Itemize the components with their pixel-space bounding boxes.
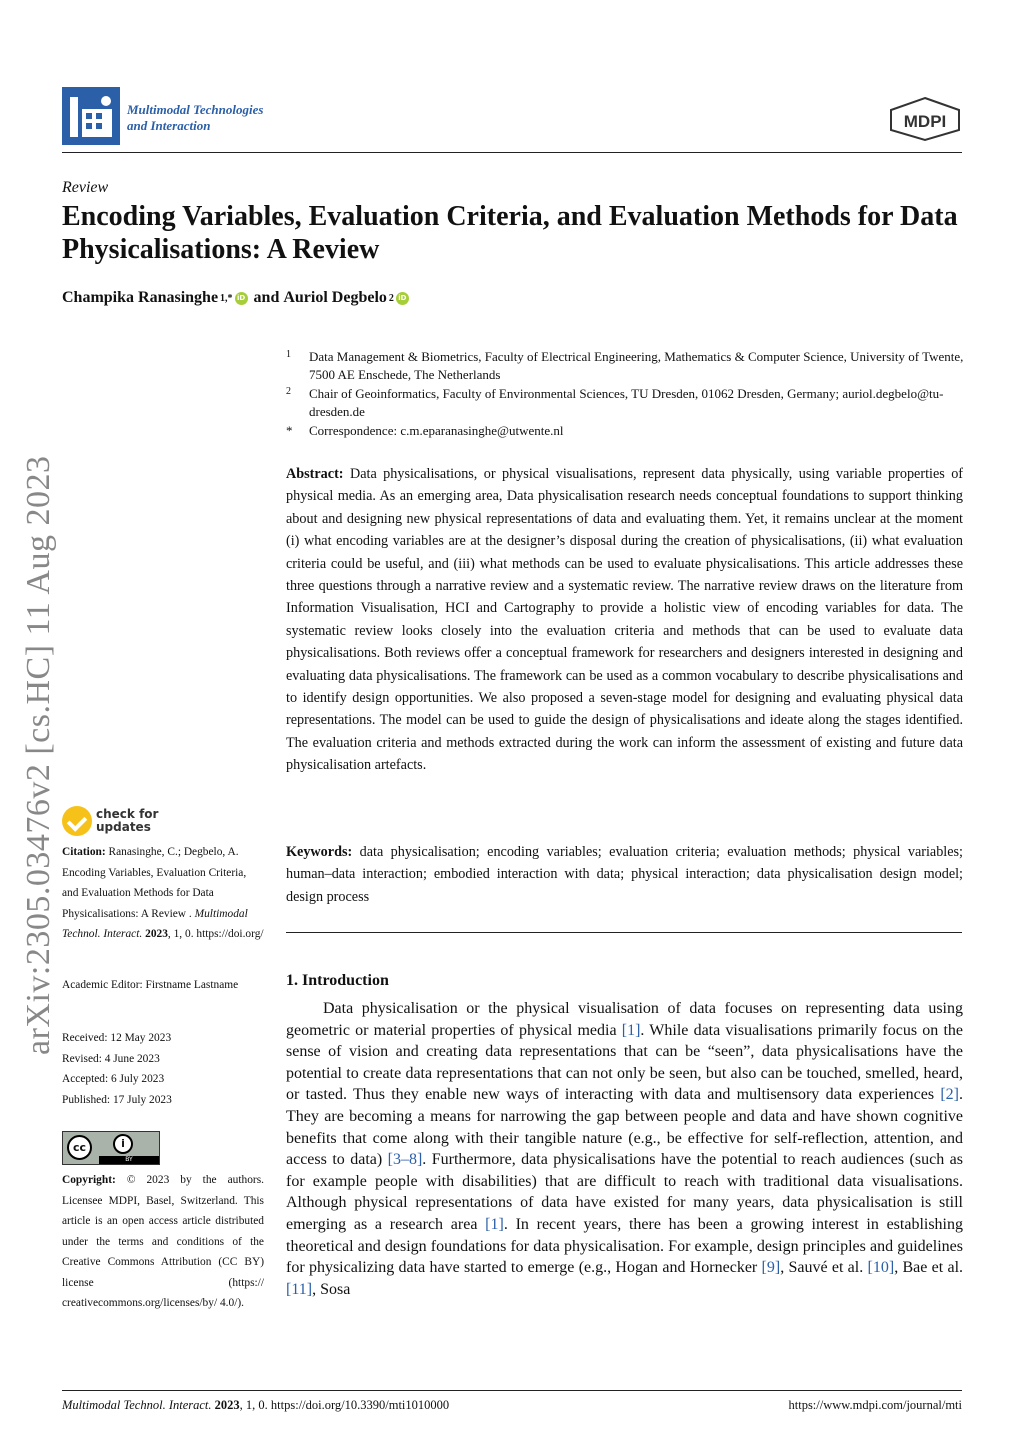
author-conj: and <box>253 289 280 306</box>
citation-link[interactable]: [1] <box>621 1021 641 1039</box>
journal-name-line2: and Interaction <box>127 118 211 133</box>
abstract-text: Data physicalisations, or physical visualisations, represent data physically, using variable properties of physical media. As an emerging area, Data physicalisation research needs conceptual foundations to support thinking about and designing new physical representations of data and evaluating them. Yet, it remains unclear at the moment (i) what encoding variables are at the designer’s disposal during the creation of physicalisations, (ii) what evaluation criteria could be useful, and (iii) what methods can be used to evaluate physicalisations. This article addresses these three questions through a narrative review and a systematic review. The narrative review draws on the literature from Information Visualisation, HCI and Cartography to provide a holistic view of encoding variables for data. The systematic review looks closely into the evaluation criteria and methods that can be used to evaluate data physicalisations. Both reviews offer a conceptual framework for researchers and designers interested in designing and evaluating data physicalisations. The framework can be used as a common vocabulary to describe physicalisations and to identify design opportunities. We also proposed a seven-stage model for designing and evaluating physical data representations. The model can be used to guide the design of physicalisations and ideate along the stages identified. The evaluation criteria and methods extracted during the work can inform the assessment of existing and future data physicalisation artefacts. <box>286 466 964 774</box>
section-rule <box>286 932 962 933</box>
affiliation-mark: 2 <box>286 386 291 397</box>
published-date: Published: 17 July 2023 <box>62 1094 172 1106</box>
journal-logo <box>62 87 120 145</box>
abstract <box>286 463 963 777</box>
copyright-text: © 2023 by the authors. Licensee MDPI, Basel, Switzerland. This article is an open access article distributed under the terms and conditions of the Creative Commons Attribution (CC BY) license (https:// creativecommons.org/licenses/by/ 4.0/). <box>62 1174 264 1309</box>
attribution-icon: i <box>113 1134 133 1154</box>
citation-text: Ranasinghe, C.; Degbelo, A. Encoding Variables, Evaluation Criteria, and Evaluation Methods for Data Physicalisations: A Review . <box>62 846 247 920</box>
footer-rule <box>62 1390 962 1391</box>
abstract-label: Abstract: <box>286 466 344 482</box>
intro-text: . In recent years, there has been a growing interest in establishing theoretical and design foundations for data physicalisation. For example, design principles and guidelines for physicalizing data have started to emerge (e.g., Hogan and Hornecker <box>286 1215 964 1277</box>
copyright-block <box>62 1170 264 1314</box>
journal-name-line1: Multimodal Technologies <box>127 102 264 117</box>
citation-block <box>62 842 264 945</box>
section-heading: 1. Introduction <box>286 972 389 989</box>
citation-link[interactable]: [3–8] <box>387 1151 423 1169</box>
affiliation-mark: 1 <box>286 349 291 360</box>
intro-text: , Sosa <box>312 1280 351 1298</box>
affiliation-2 <box>286 385 966 421</box>
academic-editor: Academic Editor: Firstname Lastname <box>62 979 239 991</box>
correspondence <box>286 422 966 440</box>
publisher-name: MDPI <box>903 112 947 131</box>
affiliation-mark: * <box>286 423 293 438</box>
keywords-label: Keywords: <box>286 844 353 860</box>
article-title: Encoding Variables, Evaluation Criteria, and Evaluation Methods for Data Physicalisations: A Review <box>62 201 958 265</box>
keywords-text: data physicalisation; encoding variables; evaluation criteria; evaluation methods; physical variables; human–data interaction; embodied interaction with data; physical interaction; data physicalisation design model; design process <box>286 844 963 905</box>
author-2[interactable]: Auriol Degbelo <box>283 289 387 306</box>
mdpi-logo-icon <box>889 96 961 142</box>
revised-date: Revised: 4 June 2023 <box>62 1053 160 1065</box>
author-1[interactable]: Champika Ranasinghe <box>62 289 219 306</box>
footer-year: 2023 <box>214 1398 240 1412</box>
cc-icon: cc <box>67 1135 92 1160</box>
journal-name <box>127 102 263 134</box>
citation-label: Citation: <box>62 846 106 858</box>
cc-by-license-badge[interactable] <box>62 1131 160 1165</box>
intro-text: Data physicalisation or the physical visualisation of data focuses on representing data using geometric or material properties of physical media <box>286 1000 963 1039</box>
received-date: Received: 12 May 2023 <box>62 1032 172 1044</box>
citation-link[interactable]: [2] <box>940 1086 959 1104</box>
orcid-icon[interactable]: iD <box>235 292 248 305</box>
intro-paragraph <box>286 998 963 1300</box>
citation-link[interactable]: [9] <box>761 1259 781 1277</box>
footer-doi[interactable]: , 1, 0. https://doi.org/10.3390/mti1010000 <box>239 1398 450 1412</box>
intro-text: . They are becoming a means for narrowing the gap between people and data and have shown cognitive benefits that come along with their tangible nature (e.g., be effective for self-reflection, attention, and access to data) <box>286 1086 963 1169</box>
footer-journal: Multimodal Technol. Interact. <box>62 1398 212 1412</box>
accepted-date: Accepted: 6 July 2023 <box>62 1073 165 1085</box>
footer-citation <box>62 1398 449 1413</box>
correspondence-text[interactable]: Correspondence: c.m.eparanasinghe@utwente.nl <box>309 423 564 438</box>
header-rule <box>62 152 962 153</box>
citation-link[interactable]: [11] <box>286 1280 313 1298</box>
check-line2: updates <box>96 820 151 834</box>
check-line1: check for <box>96 807 159 821</box>
intro-text: , Bae et al. <box>894 1259 964 1277</box>
publisher-logo <box>889 96 961 142</box>
check-for-updates-label <box>96 808 158 834</box>
intro-text: , Sauvé et al. <box>780 1259 868 1277</box>
journal-logo-icon <box>62 87 120 145</box>
citation-journal: Multimodal Technol. Interact. <box>62 907 248 940</box>
copyright-label: Copyright: <box>62 1174 116 1186</box>
check-icon <box>62 806 92 836</box>
citation-link[interactable]: [1] <box>485 1215 504 1233</box>
article-type: Review <box>62 179 109 196</box>
citation-rest[interactable]: , 1, 0. https://doi.org/ <box>167 928 264 940</box>
author-1-affil: 1,* <box>220 292 233 304</box>
citation-year: 2023 <box>145 928 168 940</box>
author-2-affil: 2 <box>388 292 394 304</box>
citation-link[interactable]: [10] <box>867 1259 895 1277</box>
affiliation-text: Chair of Geoinformatics, Faculty of Environmental Sciences, TU Dresden, 01062 Dresden, Germany; auriol.degbelo@tu-dresden.de <box>309 386 944 419</box>
keywords <box>286 841 963 908</box>
footer <box>62 1398 962 1413</box>
affiliation-1 <box>286 348 966 384</box>
arxiv-stamp: arXiv:2305.03476v2 [cs.HC] 11 Aug 2023 <box>20 455 57 1055</box>
footer-url[interactable]: https://www.mdpi.com/journal/mti <box>788 1398 962 1412</box>
intro-text: . Furthermore, data physicalisations have the potential to reach audiences (such as for example people with disabilities) that are difficult to reach with traditional data visualisations. Although physical representations of data have existed for many years, data physicalisation is still emerging as a research area <box>286 1151 963 1233</box>
orcid-icon[interactable]: iD <box>396 292 409 305</box>
check-for-updates[interactable] <box>62 806 158 836</box>
affiliation-text: Data Management & Biometrics, Faculty of Electrical Engineering, Mathematics & Computer Science, University of Twente, 7500 AE Enschede, The Netherlands <box>309 349 964 382</box>
author-list <box>62 289 415 307</box>
intro-text: . While data visualisations primarily focus on the sense of vision and creating data representations that can be “seen”, data physicalisations have the potential to create data representations that can not only be seen, but also can be touched, smelled, heard, or tasted. Thus they enable new ways of interacting with data and multisensory data experiences <box>286 1021 963 1104</box>
by-label: BY <box>99 1156 159 1164</box>
